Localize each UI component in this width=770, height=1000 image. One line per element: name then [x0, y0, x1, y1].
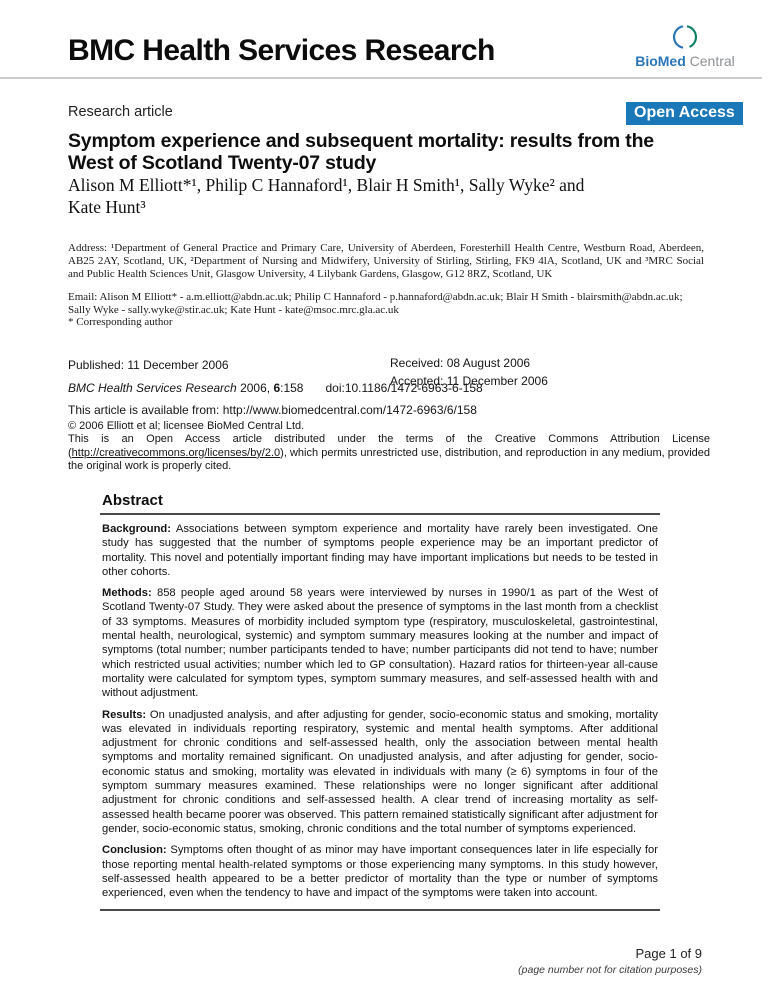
- citation-year: 2006,: [236, 381, 274, 395]
- header-divider: [0, 77, 762, 79]
- article-title: [68, 130, 654, 174]
- biomed-central-circle-icon: [630, 22, 740, 52]
- citation-pages: :158: [280, 381, 304, 395]
- abstract-bottom-rule: [100, 909, 660, 911]
- published-date: Published: 11 December 2006: [68, 358, 229, 372]
- citation-volume: 6: [273, 381, 281, 395]
- abstract-conclusion-label: Conclusion:: [102, 844, 167, 857]
- abstract-conclusion-paragraph: [102, 843, 658, 900]
- journal-title: BMC Health Services Research: [68, 34, 495, 67]
- availability-prefix: This article is available from:: [68, 403, 223, 417]
- affiliations-address: Address: ¹Department of General Practice and Primary Care, University of Aberdeen, Foresterhill Health Centre, Westburn Road, Aberdeen, AB25 2AY, Scotland, UK, ²Department of Nursing and Midwifery, University of Stirling, Stirling, FK9 4lA, Scotland, UK and ³MRC Social and Public Health Sciences Unit, Glasgow University, 4 Lilybank Gardens, Glasgow, G12 8RZ, Scotland, UK: [68, 242, 704, 280]
- abstract-top-rule: [100, 513, 660, 515]
- abstract-background-paragraph: [102, 522, 658, 579]
- license-statement: [68, 433, 710, 473]
- citation-doi: doi:10.1186/1472-6963-6-158: [325, 381, 483, 395]
- availability-line: [68, 403, 477, 417]
- page-number: Page 1 of 9: [635, 946, 702, 961]
- abstract-background-text: Associations between symptom experience and mortality have rarely been investigated. One study has suggested that the number of symptoms people experience may be an important predictor of mortality. This novel and potentially important finding may have important implications but needs to be tested in other cohorts.: [102, 523, 658, 578]
- abstract-results-label: Results:: [102, 708, 147, 721]
- author-line-1: Alison M Elliott*¹, Philip C Hannaford¹, Blair H Smith¹, Sally Wyke² and: [68, 175, 585, 195]
- abstract-background-label: Background:: [102, 523, 171, 535]
- open-access-badge: Open Access: [626, 102, 743, 125]
- author-emails: [68, 291, 728, 317]
- abstract-conclusion-text: Symptoms often thought of as minor may have important consequences later in life especially for those reporting mental health-related symptoms or those experiencing many symptoms. In this study however, self-assessed health appeared to be a better predictor of mortality than the type or number of symptoms experienced, even when the tendency to have and impact of the symptoms were taken into account.: [102, 844, 658, 900]
- abstract-results-text: On unadjusted analysis, and after adjusting for gender, socio-economic status and smoking, mortality was elevated in individuals reporting respiratory, systemic and mental health symptoms. After additional adjustment for chronic conditions and self-assessed health, only the association between mental health symptoms and mortality remained significant. On unadjusted analysis, and after adjusting for gender, socio-economic status and smoking, mortality was elevated in individuals with many (≥ 6) symptoms in four of the symptom summary measures examined. These relationships were no longer significant after additional adjustment for chronic conditions and self-assessed health. A clear trend of increasing mortality as self-assessed health became poorer was observed. This pattern remained statistically significant after adjustment for gender, socio-economic status, smoking, chronic conditions and the total number of symptoms experienced.: [102, 708, 658, 835]
- biomed-central-wordmark: [630, 53, 740, 69]
- author-list: [68, 174, 584, 218]
- author-line-2: Kate Hunt³: [68, 197, 146, 217]
- biomed-central-logo: [630, 22, 740, 69]
- citation-purpose-note: (page number not for citation purposes): [518, 964, 702, 976]
- license-text-post: ), which permits unrestricted use, distribution, and reproduction in any medium, provided the original work is properly cited.: [68, 446, 710, 473]
- license-text-pre: This is an Open Access article distributed under the terms of the Creative Commons Attribution License (: [68, 433, 710, 459]
- abstract-heading: Abstract: [102, 492, 163, 509]
- abstract-methods-text: 858 people aged around 58 years were interviewed by nurses in 1990/1 as part of the West of Scotland Twenty-07 Study. They were asked about the presence of symptoms in the last month from a checklist of 33 symptoms. Measures of morbidity included symptom type (respiratory, musculoskeletal, gastrointestinal, mental health, neurological, systemic) and symptom summary measures looking at the number and impact of symptoms (total number; number participants tended to have; number participants did not tend to have; number which restricted usual activities; number which led to GP consultation). Hazard ratios for thirteen-year all-cause mortality were calculated for symptom types, symptom summary measures, and self-assessed health with and without adjustment.: [102, 587, 658, 700]
- email-line-2: Sally Wyke - sally.wyke@stir.ac.uk; Kate Hunt - kate@msoc.mrc.gla.ac.uk: [68, 304, 399, 316]
- abstract-results-paragraph: [102, 708, 658, 837]
- article-title-line-2: West of Scotland Twenty-07 study: [68, 152, 377, 174]
- citation-line: [68, 381, 483, 395]
- abstract-methods-label: Methods:: [102, 587, 152, 600]
- availability-url-link[interactable]: http://www.biomedcentral.com/1472-6963/6/158: [222, 403, 477, 417]
- email-line-1: Email: Alison M Elliott* - a.m.elliott@abdn.ac.uk; Philip C Hannaford - p.hannaford@abdn.ac.uk; Blair H Smith - blairsmith@abdn.ac.uk;: [68, 291, 683, 303]
- article-type-label: Research article: [68, 104, 173, 120]
- creative-commons-link[interactable]: http://creativecommons.org/licenses/by/2.0: [71, 446, 281, 459]
- received-date: Received: 08 August 2006: [390, 356, 531, 370]
- citation-journal: BMC Health Services Research: [68, 381, 237, 395]
- copyright-block: [68, 420, 710, 474]
- logo-central-text: Central: [689, 53, 735, 69]
- article-title-line-1: Symptom experience and subsequent mortality: results from the: [68, 130, 654, 152]
- corresponding-author-note: * Corresponding author: [68, 316, 173, 328]
- abstract-section: [100, 492, 660, 911]
- logo-biomed-text: BioMed: [635, 53, 686, 69]
- accepted-date: Accepted: 11 December 2006: [390, 374, 548, 388]
- copyright-line: © 2006 Elliott et al; licensee BioMed Central Ltd.: [68, 420, 305, 432]
- abstract-methods-paragraph: [102, 586, 658, 700]
